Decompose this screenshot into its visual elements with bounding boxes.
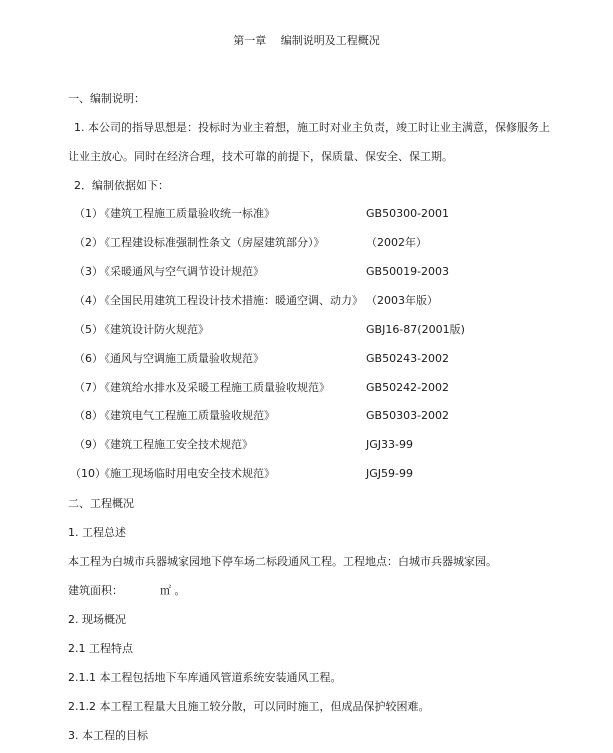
reference-number: （5） [74, 323, 103, 336]
reference-number: （3） [74, 265, 103, 278]
reference-number: （4） [74, 294, 103, 307]
reference-code: （2003年版） [366, 294, 438, 307]
reference-title: 《施工现场临时用电安全技术规范》 [99, 467, 275, 480]
reference-title: 《通风与空调施工质量验收规范》 [99, 352, 264, 365]
reference-code: GB50243-2002 [366, 352, 450, 365]
reference-code: GB50242-2002 [366, 381, 450, 394]
area-label: 建筑面积： [68, 584, 123, 597]
reference-title: 《采暖通风与空气调节设计规范》 [99, 265, 264, 278]
reference-code: GBJ16-87(2001版) [366, 323, 465, 336]
feature-item-2: 2.1.2 本工程工程量大且施工较分散，可以同时施工，但成品保护较困难。 [68, 700, 430, 713]
overview-text: 本工程为白城市兵器城家园地下停车场二标段通风工程。工程地点：白城市兵器城家园。 [68, 555, 497, 568]
reference-code: JGJ59-99 [366, 467, 413, 480]
reference-code: GB50019-2003 [366, 265, 450, 278]
reference-code: GB50300-2001 [366, 207, 450, 220]
reference-title: 《工程建设标准强制性条文（房屋建筑部分）》 [99, 236, 325, 249]
subheading-general: 1. 工程总述 [68, 526, 126, 539]
reference-number: （1） [74, 207, 103, 220]
section-heading-1: 一、编制说明： [68, 92, 145, 105]
subheading-site: 2. 现场概况 [68, 613, 126, 626]
chapter-title: 第一章 编制说明及工程概况 [233, 34, 380, 47]
reference-title: 《建筑工程施工安全技术规范》 [99, 438, 253, 451]
subheading-goals: 3. 本工程的目标 [68, 729, 148, 742]
reference-number: （7） [74, 381, 103, 394]
reference-title: 《建筑工程施工质量验收统一标准》 [99, 207, 275, 220]
reference-code: GB50303-2002 [366, 409, 450, 422]
feature-item-1: 2.1.1 本工程包括地下车库通风管道系统安装通风工程。 [68, 671, 342, 684]
reference-title: 《建筑电气工程施工质量验收规范》 [99, 409, 275, 422]
reference-number: （8） [74, 409, 103, 422]
reference-code: JGJ33-99 [366, 438, 413, 451]
reference-number: （2） [74, 236, 103, 249]
paragraph-1-line-1: 1. 本公司的指导思想是：投标时为业主着想，施工时对业主负责，竣工时让业主满意，保修服务上 [74, 121, 550, 134]
reference-title: 《全国民用建筑工程设计技术措施：暖通空调、动力》 [99, 294, 363, 307]
paragraph-1-line-2: 让业主放心。同时在经济合理，技术可靠的前提下，保质量、保安全、保工期。 [68, 150, 453, 163]
paragraph-2: 2．编制依据如下： [74, 179, 169, 192]
reference-title: 《建筑设计防火规范》 [99, 323, 209, 336]
reference-number: （10） [70, 467, 106, 480]
section-heading-2: 二、工程概况 [68, 497, 134, 510]
area-unit: ㎡ 。 [160, 584, 186, 597]
reference-number: （9） [74, 438, 103, 451]
reference-code: （2002年） [366, 236, 427, 249]
subheading-features: 2.1 工程特点 [68, 642, 133, 655]
reference-title: 《建筑给水排水及采暖工程施工质量验收规范》 [99, 381, 330, 394]
reference-number: （6） [74, 352, 103, 365]
